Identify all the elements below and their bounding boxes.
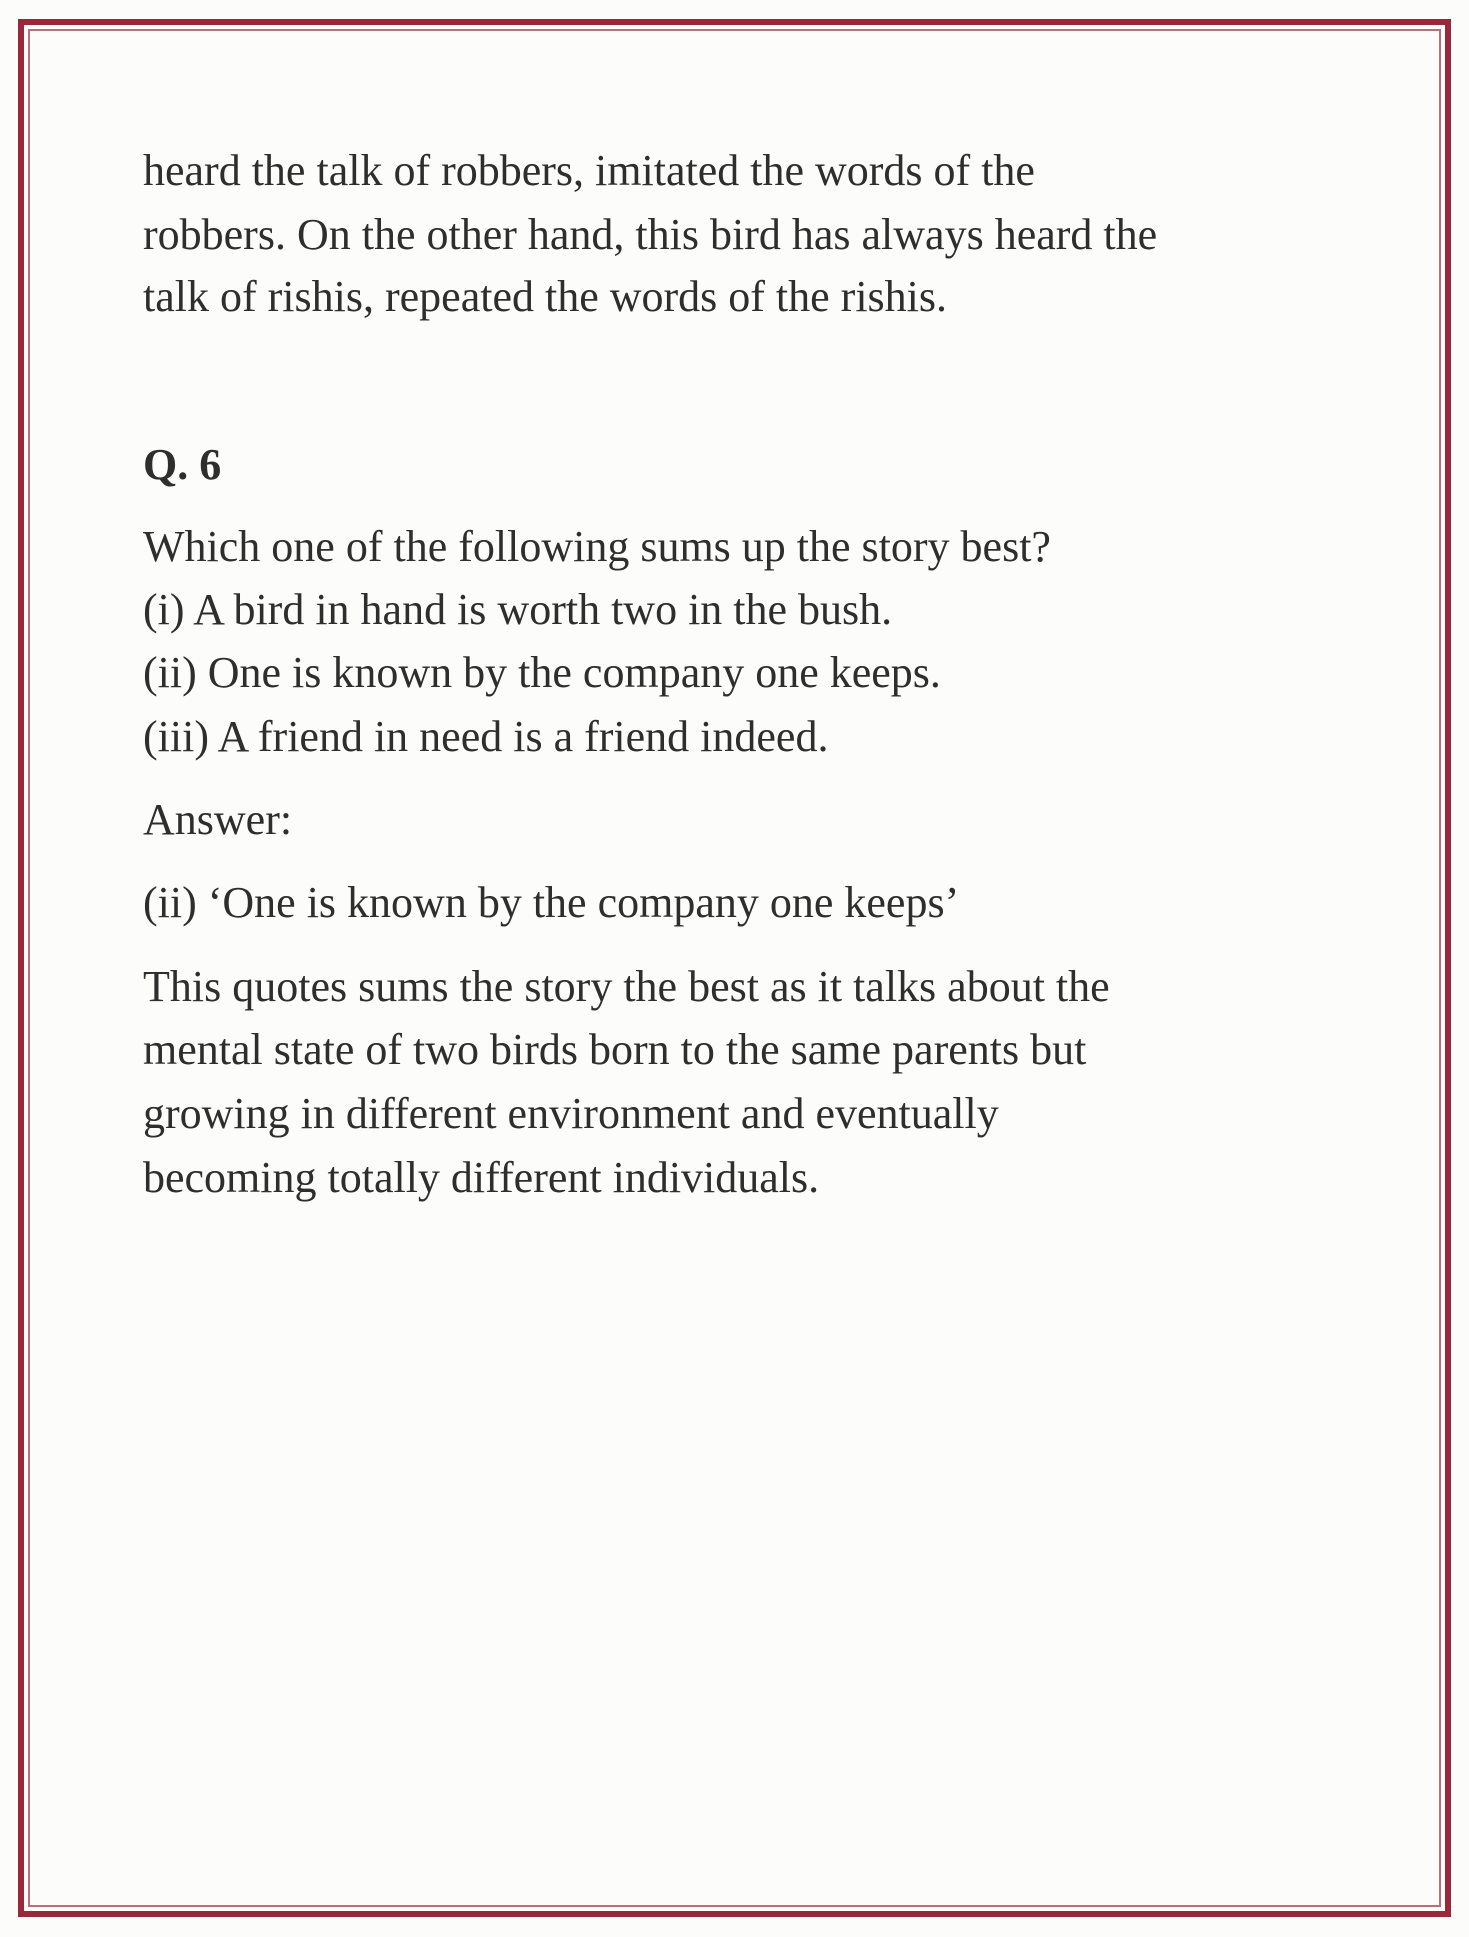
- question-text: Which one of the following sums up the story best?: [143, 522, 1051, 571]
- paragraph-line: becoming totally different individuals.: [143, 1153, 820, 1202]
- option-iii: (iii) A friend in need is a friend indeed.: [143, 712, 829, 761]
- paragraph-line: talk of rishis, repeated the words of the rishis.: [143, 272, 948, 321]
- paragraph-line: mental state of two birds born to the same parents but: [143, 1025, 1087, 1074]
- option-i: (i) A bird in hand is worth two in the bush.: [143, 585, 893, 634]
- question-number: Q. 6: [143, 440, 222, 489]
- option-ii: (ii) One is known by the company one keeps.: [143, 648, 941, 697]
- answer-label: Answer:: [143, 795, 293, 844]
- paragraph-line: growing in different environment and eventually: [143, 1089, 999, 1138]
- paragraph-line: robbers. On the other hand, this bird has always heard the: [143, 210, 1158, 259]
- answer-text: (ii) ‘One is known by the company one keeps’: [143, 878, 960, 927]
- paragraph-line: This quotes sums the story the best as it talks about the: [143, 962, 1110, 1011]
- paragraph-line: heard the talk of robbers, imitated the words of the: [143, 146, 1035, 195]
